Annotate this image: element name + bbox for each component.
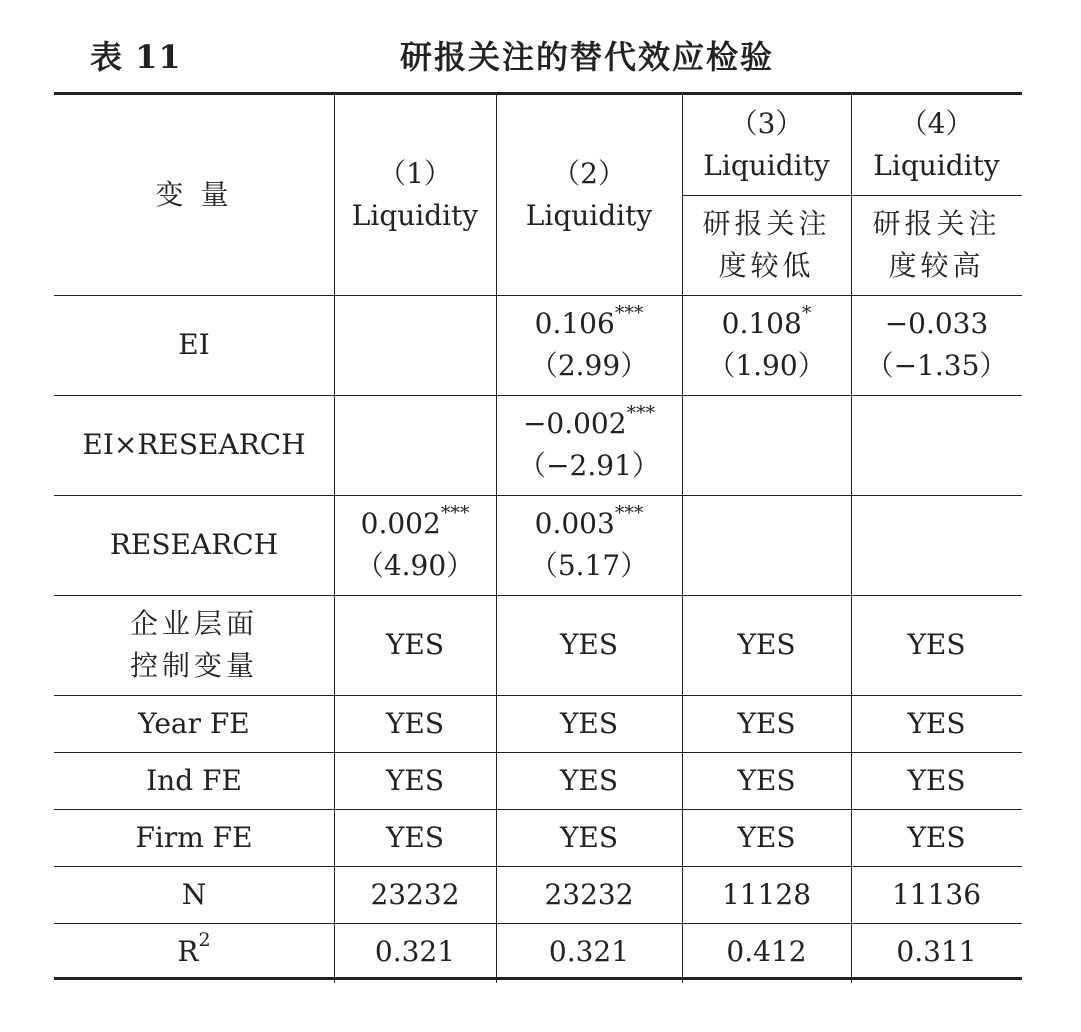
- coefficient: 0.108*: [721, 301, 812, 340]
- ei-col2: [496, 295, 682, 395]
- col4-number: （4）: [899, 107, 974, 140]
- r2-col4: [851, 923, 1022, 980]
- cell-value: YES: [559, 820, 619, 854]
- cell-value: YES: [385, 820, 445, 854]
- r2-col3: [682, 923, 851, 980]
- col4-subgroup-line1: 研报关注: [872, 207, 1001, 240]
- t-statistic: （2.99）: [529, 349, 649, 382]
- year-fe-col1: [334, 695, 496, 752]
- row-label-ei: [54, 295, 334, 395]
- row-label-year-fe: [54, 695, 334, 752]
- cell-value: YES: [737, 763, 796, 797]
- coefficient: 0.003***: [534, 501, 644, 540]
- research-col2: [496, 495, 682, 595]
- firm-controls-col3: [682, 595, 851, 695]
- firm-controls-col1: [334, 595, 496, 695]
- ei-research-label: EI×RESEARCH: [82, 428, 306, 461]
- cell-value: YES: [907, 628, 966, 661]
- header-col3-subgroup: [682, 195, 851, 295]
- r2-col1: [334, 923, 496, 980]
- header-col4-subgroup: [851, 195, 1022, 295]
- cell-value: YES: [907, 763, 966, 797]
- cell-value: YES: [385, 706, 445, 740]
- cell-value: YES: [737, 628, 796, 661]
- t-statistic: （−2.91）: [518, 449, 660, 482]
- cell-value: YES: [559, 763, 619, 797]
- col2-number: （2）: [552, 157, 626, 190]
- n-col3: [682, 866, 851, 923]
- cell-value: YES: [737, 706, 796, 740]
- header-col2: [496, 95, 682, 295]
- ei-col4: [851, 295, 1022, 395]
- t-statistic: （4.90）: [355, 549, 475, 582]
- ei-research-col1: [334, 395, 496, 495]
- cell-value: YES: [385, 628, 445, 661]
- row-label-ind-fe: [54, 752, 334, 809]
- col4-dependent-var: Liquidity: [873, 149, 1000, 182]
- year-fe-col3: [682, 695, 851, 752]
- research-col3: [682, 495, 851, 595]
- cell-value: 0.321: [548, 934, 630, 968]
- col2-dependent-var: Liquidity: [525, 199, 653, 232]
- cell-value: 0.321: [374, 934, 456, 968]
- cell-value: YES: [907, 820, 966, 854]
- year-fe-col4: [851, 695, 1022, 752]
- significance-stars: ***: [440, 501, 470, 524]
- ind-fe-label: Ind FE: [146, 763, 242, 797]
- cell-value: YES: [559, 706, 619, 740]
- table-title: 研报关注的替代效应检验: [400, 38, 775, 76]
- cell-value: YES: [737, 820, 796, 854]
- n-col2: [496, 866, 682, 923]
- coefficient: −0.033: [884, 307, 989, 340]
- cell-value: 23232: [370, 877, 460, 911]
- firm-controls-label-line1: 企业层面: [129, 607, 258, 640]
- n-col1: [334, 866, 496, 923]
- col1-dependent-var: Liquidity: [351, 199, 479, 232]
- ei-label: EI: [178, 328, 210, 361]
- firm-fe-col4: [851, 809, 1022, 866]
- coefficient: 0.106***: [534, 301, 644, 340]
- col3-dependent-var: Liquidity: [703, 149, 830, 182]
- ei-research-col2: [496, 395, 682, 495]
- year-fe-col2: [496, 695, 682, 752]
- row-label-ei-research: [54, 395, 334, 495]
- ind-fe-col3: [682, 752, 851, 809]
- ei-research-col3: [682, 395, 851, 495]
- col3-subgroup-line1: 研报关注: [702, 207, 831, 240]
- firm-fe-col3: [682, 809, 851, 866]
- t-statistic: （1.90）: [707, 349, 826, 382]
- significance-stars: *: [801, 301, 812, 324]
- n-label: N: [181, 877, 207, 911]
- table-number: 表 11: [90, 38, 182, 76]
- header-col3: [682, 95, 851, 195]
- ei-col1: [334, 295, 496, 395]
- significance-stars: ***: [626, 401, 656, 424]
- t-statistic: （−1.35）: [865, 349, 1008, 382]
- firm-fe-col1: [334, 809, 496, 866]
- r2-label: $R^2$: [177, 929, 211, 968]
- regression-table: [54, 92, 1022, 980]
- ind-fe-col2: [496, 752, 682, 809]
- row-label-firm-fe: [54, 809, 334, 866]
- coefficient: 0.002***: [360, 501, 470, 540]
- row-label-n: [54, 866, 334, 923]
- research-col1: [334, 495, 496, 595]
- cell-value: 0.311: [896, 934, 977, 968]
- significance-stars: ***: [614, 501, 644, 524]
- row-label-research: [54, 495, 334, 595]
- col1-number: （1）: [378, 157, 452, 190]
- r2-col2: [496, 923, 682, 980]
- ind-fe-col4: [851, 752, 1022, 809]
- coefficient: −0.002***: [522, 401, 656, 440]
- row-label-firm-controls: [54, 595, 334, 695]
- cell-value: YES: [907, 706, 966, 740]
- cell-value: YES: [559, 628, 619, 661]
- t-statistic: （5.17）: [529, 549, 649, 582]
- col3-number: （3）: [729, 107, 804, 140]
- cell-value: YES: [385, 763, 445, 797]
- header-variable: [54, 95, 334, 295]
- header-col1: [334, 95, 496, 295]
- ind-fe-col1: [334, 752, 496, 809]
- firm-controls-col4: [851, 595, 1022, 695]
- year-fe-label: Year FE: [138, 706, 250, 740]
- research-col4: [851, 495, 1022, 595]
- ei-col3: [682, 295, 851, 395]
- cell-value: 11136: [891, 877, 982, 911]
- firm-controls-label-line2: 控制变量: [129, 649, 258, 682]
- cell-value: 0.412: [726, 934, 807, 968]
- significance-stars: ***: [614, 301, 644, 324]
- header-col4: [851, 95, 1022, 195]
- n-col4: [851, 866, 1022, 923]
- cell-value: 11128: [721, 877, 812, 911]
- col3-subgroup-line2: 度较低: [718, 249, 815, 282]
- row-label-r2: [54, 923, 334, 980]
- header-variable-label: 变 量: [155, 178, 233, 211]
- research-label: RESEARCH: [109, 528, 279, 561]
- firm-fe-label: Firm FE: [135, 820, 253, 854]
- ei-research-col4: [851, 395, 1022, 495]
- cell-value: 23232: [544, 877, 634, 911]
- firm-controls-col2: [496, 595, 682, 695]
- firm-fe-col2: [496, 809, 682, 866]
- col4-subgroup-line2: 度较高: [888, 249, 985, 282]
